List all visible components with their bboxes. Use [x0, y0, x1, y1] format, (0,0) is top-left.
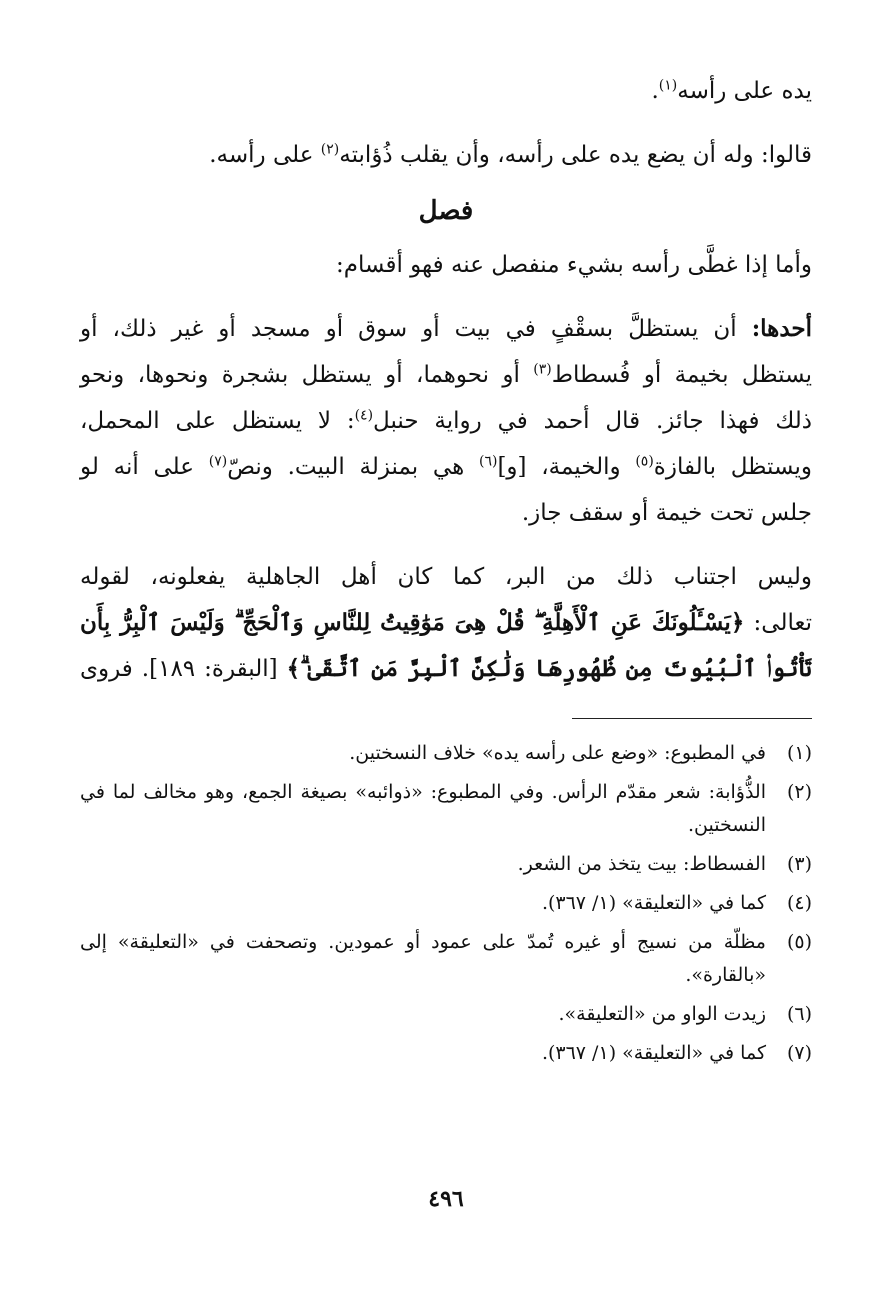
footnote-number: (٣) — [786, 853, 812, 875]
text-line-9 — [80, 554, 812, 600]
footnote-number: (١) — [786, 742, 812, 764]
text-line-1 — [80, 68, 812, 114]
text-line-11 — [80, 646, 812, 692]
footnote-text: الذُّؤابة: شعر مقدّم الرأس. وفي المطبوع: «ذوائبه» بصيغة الجمع، وهو مخالف لما في النسختين. — [80, 781, 766, 836]
text-segment: قالوا: وله أن يضع يده على رأسه، وأن يقلب ذُؤابته — [339, 142, 812, 168]
footnote-divider — [572, 718, 812, 719]
footnote-number: (٤) — [786, 892, 812, 914]
footnote-item — [80, 926, 812, 992]
text-segment: أن يستظلَّ بسقْفٍ في بيت أو سوق أو مسجد أو غير ذلك، أو — [80, 316, 752, 342]
text-segment: على أنه لو — [80, 454, 209, 480]
text-line-6 — [80, 398, 812, 444]
text-line-4 — [80, 306, 812, 352]
footnote-number: (٢) — [786, 781, 812, 803]
text-line-2 — [80, 132, 812, 178]
bold-lead: أحدها: — [751, 315, 812, 342]
footnote-item — [80, 887, 812, 920]
text-line-5 — [80, 352, 812, 398]
footnote-text: كما في «التعليقة» (١/ ٣٦٧). — [541, 1042, 766, 1064]
footnote-text: زيدت الواو من «التعليقة». — [558, 1003, 766, 1025]
text-segment: يده على رأسه — [677, 78, 812, 104]
footnote-ref-2[interactable]: (٢) — [320, 141, 340, 158]
text-segment: والخيمة، [و] — [497, 454, 636, 480]
footnote-ref-3[interactable]: (٣) — [533, 361, 552, 378]
footnote-item — [80, 737, 812, 770]
text-line-7 — [80, 444, 812, 490]
text-line-3 — [80, 242, 812, 288]
text-segment: تعالى: — [744, 610, 812, 636]
text-segment: أو نحوهما، أو يستظل بشجرة ونحوها، ونحو — [80, 362, 534, 388]
text-segment: وأما إذا غطَّى رأسه بشيء منفصل عنه فهو أقسام: — [335, 252, 812, 278]
footnotes — [80, 737, 812, 1070]
footnote-text: مظلّة من نسيج أو غيره تُمدّ على عمود أو عمودين. وتصحفت في «التعليقة» إلى «بالقارة». — [80, 931, 766, 986]
footnote-item — [80, 848, 812, 881]
text-segment: : لا يستظل على المحمل، — [80, 408, 355, 434]
footnote-item — [80, 776, 812, 842]
footnote-text: الفسطاط: بيت يتخذ من الشعر. — [517, 853, 766, 875]
footnote-text: كما في «التعليقة» (١/ ٣٦٧). — [541, 892, 766, 914]
page-body — [80, 68, 812, 1076]
text-segment: هي بمنزلة البيت. ونصّ — [227, 454, 479, 480]
text-segment: [البقرة: ١٨٩]. فروى — [80, 656, 287, 682]
footnote-ref-1[interactable]: (١) — [658, 77, 678, 94]
footnote-number: (٦) — [786, 1003, 812, 1025]
text-segment: على رأسه. — [209, 142, 321, 168]
footnote-text: في المطبوع: «وضع على رأسه يده» خلاف النسختين. — [349, 742, 766, 764]
section-heading: فصل — [418, 196, 474, 226]
text-segment: ويستظل بالفازة — [653, 454, 812, 480]
text-segment: جلس تحت خيمة أو سقف جاز. — [521, 500, 812, 526]
footnote-number: (٥) — [786, 931, 812, 953]
footnote-ref-4[interactable]: (٤) — [354, 407, 374, 424]
text-line-10 — [80, 600, 812, 646]
footnote-ref-5[interactable]: (٥) — [635, 453, 654, 470]
page-number: ٤٩٦ — [428, 1186, 464, 1212]
text-segment: وليس اجتناب ذلك من البر، كما كان أهل الجاهلية يفعلونه، لقوله — [80, 564, 812, 590]
footnote-item — [80, 1037, 812, 1070]
text-line-8 — [80, 490, 812, 536]
footnote-ref-6[interactable]: (٦) — [478, 453, 498, 470]
quran-verse: ﴿يَسْـَٔلُونَكَ عَنِ ٱلْأَهِلَّةِ ۖ قُلْ هِىَ مَوَٰقِيتُ لِلنَّاسِ وَٱلْحَجِّ ۗ وَلَيْسَ ٱلْبِرُّ بِأَن — [80, 609, 745, 636]
footnote-number: (٧) — [786, 1042, 812, 1064]
quran-verse: تَأْتُوا۟ ٱلْبُيُوتَ مِن ظُهُورِهَا وَلَٰكِنَّ ٱلْبِرَّ مَنِ ٱتَّقَىٰ ۗ﴾ — [286, 655, 813, 682]
text-segment: . — [651, 78, 659, 104]
footnote-ref-7[interactable]: (٧) — [208, 453, 228, 470]
text-segment: ذلك فهذا جائز. قال أحمد في رواية حنبل — [373, 408, 812, 434]
footnote-item — [80, 998, 812, 1031]
text-segment: يستظل بخيمة أو فُسطاط — [551, 362, 812, 388]
